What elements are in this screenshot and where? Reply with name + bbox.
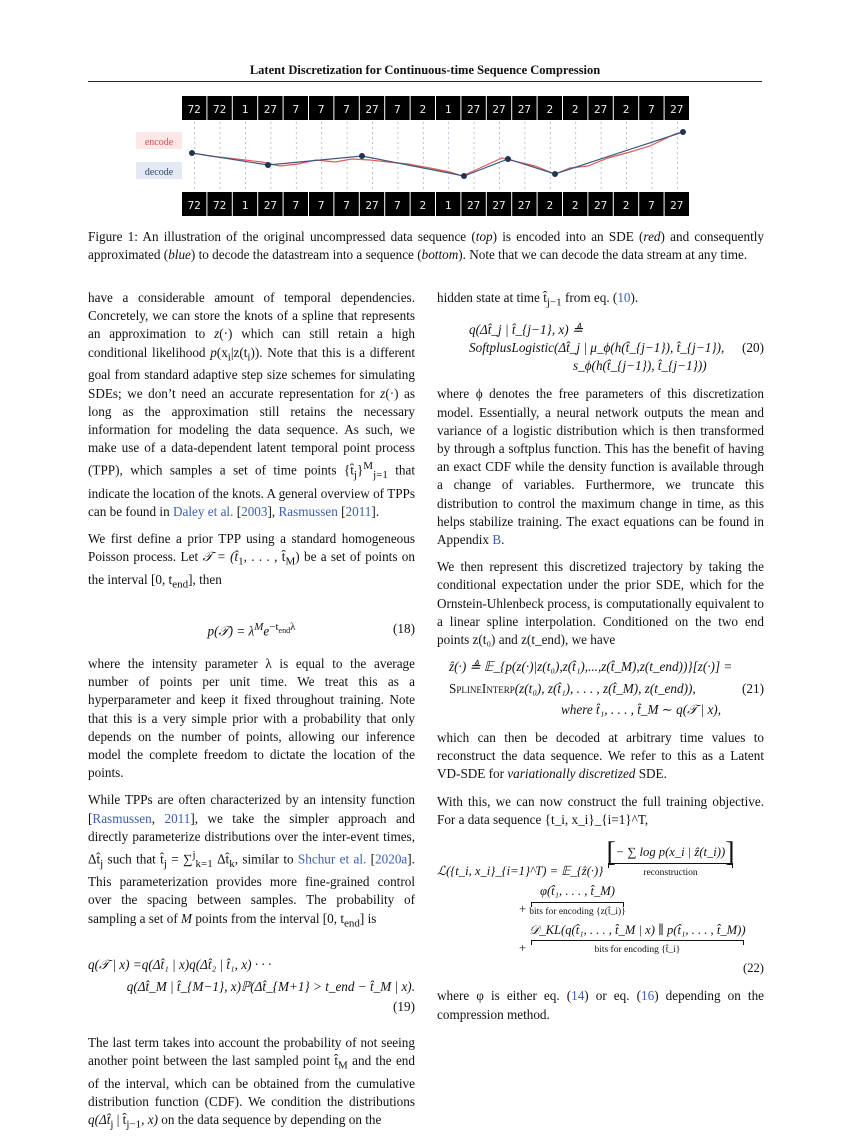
bottom-digit-digit: 7: [343, 199, 350, 212]
equation-number: (19): [393, 998, 415, 1014]
top-digit-digit: 27: [466, 103, 481, 116]
top-digit-digit: 27: [365, 103, 379, 116]
paragraph: where ϕ denotes the free parameters of this discretization model. Essentially, a neural network outputs the mean and variance of a logistic distribution which is then transformed by through a softplus function. This has the benefit of having an exact CDF while the density function is available through a change of variables. Furthermore, we truncate this distribution to control the maximum change in time, as this helps stabilize training. The exact equations can be found in Appendix B.: [437, 386, 764, 548]
bottom-digit-digit: 1: [444, 199, 452, 212]
bottom-digit-digit: 27: [670, 199, 684, 212]
spline-knot: [461, 173, 467, 179]
citation-link[interactable]: Rasmussen: [278, 503, 338, 519]
citation-link[interactable]: Shchur et al.: [297, 851, 367, 867]
sample-dashes: [195, 122, 678, 190]
figure-1: [130, 96, 690, 216]
figure-caption: Figure 1: An illustration of the original uncompressed data sequence (top) is encoded into an SDE (red) and consequently approximated (blue) to decode the datastream into a sequence (bottom). Note that we can decode the data stream at any time.: [88, 229, 764, 263]
top-digit-digit: 27: [593, 103, 608, 116]
bottom-digit-digit: 7: [317, 199, 325, 212]
bottom-digit-digit: 7: [394, 199, 401, 212]
bottom-digit-digit: 27: [466, 199, 481, 212]
bottom-digit-digit: 27: [263, 199, 278, 212]
paragraph: have a considerable amount of temporal dependencies. Concretely, we can store the knots of a spline that represents an approximation to z(·) which can still retain a high conditional likelihood $p(x_i|z(t_i))$. Note that this is a different goal from standard adaptive step size schemes for simulating SDEs; we don’t need an accurate representation for z(·) as long as the approximation still retains the necessary information for modeling the data sequence. As such, we make use of a data-dependent latent temporal point process (TPP), which samples a set of time points $\{t̂_j\}^M_{j=1}$ that indicate the location of the knots. A general overview of TPPs can be found in Daley et al. [2003], Rasmussen [2011].: [88, 290, 416, 519]
top-digit-digit: 1: [444, 103, 452, 116]
top-digit-digit: 2: [419, 103, 427, 116]
equation-ref-link[interactable]: 16: [641, 988, 655, 1004]
spline-knot: [552, 171, 558, 177]
running-title: Latent Discretization for Continuous-time Sequence Compression: [249, 63, 601, 77]
citation-link[interactable]: 2020a: [375, 851, 408, 867]
bottom-digit-digit: 27: [365, 199, 379, 212]
equation-ref-link[interactable]: 14: [571, 988, 585, 1004]
paragraph: We first define a prior TPP using a standard homogeneous Poisson process. Let 𝒯 = ($t̂_1$, . . . , $t̂_M$) be a set of points on the interval [0, $t_{end}$], then: [88, 531, 415, 591]
spline-knot: [505, 156, 511, 162]
equation-number: (20): [742, 339, 764, 355]
paragraph: The last term takes into account the probability of not seeing another point between the last sampled point $t̂_M$ and the end of the interval, which can be obtained from the cumulative distribution function (CDF). We condition the distributions $q(\Delta t̂_j$ | $t̂_{j-1}$, x) on the data sequence by depending on the: [88, 1034, 415, 1131]
equation-18: p(𝒯) = $\lambda^Me^{-t_{end}\lambda}$ (18): [207, 620, 415, 639]
spline-knot: [265, 162, 271, 168]
paragraph: where the intensity parameter λ is equal to the average number of points per unit time. We treat this as a hyperparameter and keep it fixed throughout training. Note that this is a very simple prior with a probability that only depends on the number of points, allowing our inference model the complete freedom to dictate the location of the points.: [88, 656, 415, 781]
equation-number: (22): [743, 961, 764, 976]
bottom-digit-digit: 72: [187, 199, 201, 212]
equation-20: q(Δt̂_j | t̂_{j−1}, x) ≜ SoftplusLogistic(Δt̂_j | μ_ϕ(h(t̂_{j−1}), t̂_{j−1}), s_ϕ(h(t̂_{j−1}), t̂_{j−1})) (20): [469, 321, 764, 374]
bottom-digit-digit: 7: [292, 199, 300, 212]
equation-number: (18): [393, 620, 415, 636]
equation-number: (21): [742, 681, 764, 697]
top-digit-digit: 2: [622, 103, 630, 116]
bottom-digit-digit: 7: [648, 199, 655, 212]
top-digit-digit: 7: [317, 103, 325, 116]
bottom-digit-digit: 27: [517, 199, 532, 212]
top-digit-digit: 72: [212, 103, 227, 116]
top-digit-digit: 7: [394, 103, 401, 116]
bottom-digit-strip: [182, 192, 689, 216]
spline-knot: [359, 153, 365, 159]
encode-trajectory: [192, 132, 683, 176]
equation-19: q(𝒯 | x) =q(Δt̂₁ | x)q(Δt̂₂ | t̂₁, x) · · · q(Δt̂_M | t̂_{M−1}, x)ℙ(Δt̂_{M+1} > t_end − t̂_M | x). (19): [88, 956, 415, 1022]
decode-legend: decode: [144, 167, 174, 178]
bottom-digit-digit: 72: [212, 199, 227, 212]
bottom-digit-digit: 27: [593, 199, 608, 212]
top-digit-digit: 1: [241, 103, 249, 116]
left-column: [88, 289, 415, 1143]
bottom-digit-digit: 1: [241, 199, 249, 212]
bottom-digit-digit: 27: [492, 199, 506, 212]
citation-link[interactable]: Rasmussen: [92, 810, 152, 826]
spline-knot: [680, 129, 686, 135]
equation-21: ẑ(·) ≜ 𝔼_{p(z(·)|z(t₀),z(t̂₁),...,z(t̂_M),z(t_end))}[z(·)] = SplineInterp(z(t₀), z(t̂₁), . . . , z(t̂_M), z(t_end)), where t̂₁, . . . , t̂_M ∼ q(𝒯 | x), (21): [449, 659, 764, 717]
top-digit-digit: 27: [263, 103, 278, 116]
right-column: [437, 289, 764, 1033]
equation-22: ℒ({t_i, x_i}_{i=1}^T) = 𝔼_{ẑ(·)} [− ∑ log p(x_i | ẑ(t_i))] reconstruction + φ(t̂₁, . . . , t̂_M) bits for encoding {z(t̂_i)} + 𝒟_KL(q(t̂₁, . . . , t̂_M | x) ∥ p(t̂₁, . . . , t̂_M)) bits for encoding {t̂_i} (22): [437, 843, 764, 977]
top-digit-digit: 2: [546, 103, 554, 116]
paragraph: hidden state at time $t̂_{j-1}$ from eq. (10).: [437, 290, 639, 309]
top-digit-digit: 27: [670, 103, 684, 116]
top-digit-digit: 7: [648, 103, 655, 116]
top-digit-strip: [182, 96, 689, 120]
bottom-digit-digit: 2: [571, 199, 579, 212]
appendix-link[interactable]: B: [492, 532, 502, 548]
header-rule: [88, 81, 762, 82]
top-digit-digit: 7: [343, 103, 350, 116]
top-digit-digit: 72: [187, 103, 201, 116]
paragraph: which can then be decoded at arbitrary time values to reconstruct the data sequence. We refer to this as a Latent VD-SDE for variationally discretized SDE.: [437, 729, 764, 782]
top-digit-digit: 7: [292, 103, 300, 116]
top-digit-digit: 2: [571, 103, 579, 116]
paragraph: where φ is either eq. (14) or eq. (16) depending on the compression method.: [437, 988, 765, 1022]
top-digit-digit: 27: [492, 103, 506, 116]
bottom-digit-digit: 2: [546, 199, 554, 212]
citation-link[interactable]: 2003: [241, 503, 268, 519]
top-digit-digit: 27: [517, 103, 532, 116]
spline-knot: [189, 150, 195, 156]
citation-link[interactable]: 2011: [164, 810, 191, 826]
paragraph: We then represent this discretized trajectory by taking the conditional expectation under the prior SDE, which for the Ornstein-Uhlenbeck process, is computationally equivalent to a linear spline interpolation. Conditioned on the two end points z(t₀) and z(t_end), we have: [437, 559, 764, 648]
bottom-digit-digit: 2: [419, 199, 427, 212]
paragraph: With this, we can now construct the full training objective. For a data sequence {t_i, x_i}_{i=1}^T,: [437, 793, 764, 827]
paragraph: While TPPs are often characterized by an intensity function [Rasmussen, 2011], we take the simpler approach and directly parameterize distributions over the inter-event times, $\Delta t̂_j$ such that $t̂_j = \sum^j_{k=1}$ $\Delta t̂_k$, similar to Shchur et al. [2020a]. This parameterization provides more fine-grained control over the spacing between samples. The probability of sampling a set of M points from the interval [0, $t_{end}$] is: [88, 792, 415, 930]
citation-link[interactable]: 2011: [345, 503, 372, 519]
citation-link[interactable]: Daley et al.: [172, 503, 234, 519]
spline-knots: [189, 129, 686, 179]
encode-legend: encode: [144, 137, 174, 148]
equation-ref-link[interactable]: 10: [617, 290, 631, 305]
bottom-digit-digit: 2: [622, 199, 630, 212]
